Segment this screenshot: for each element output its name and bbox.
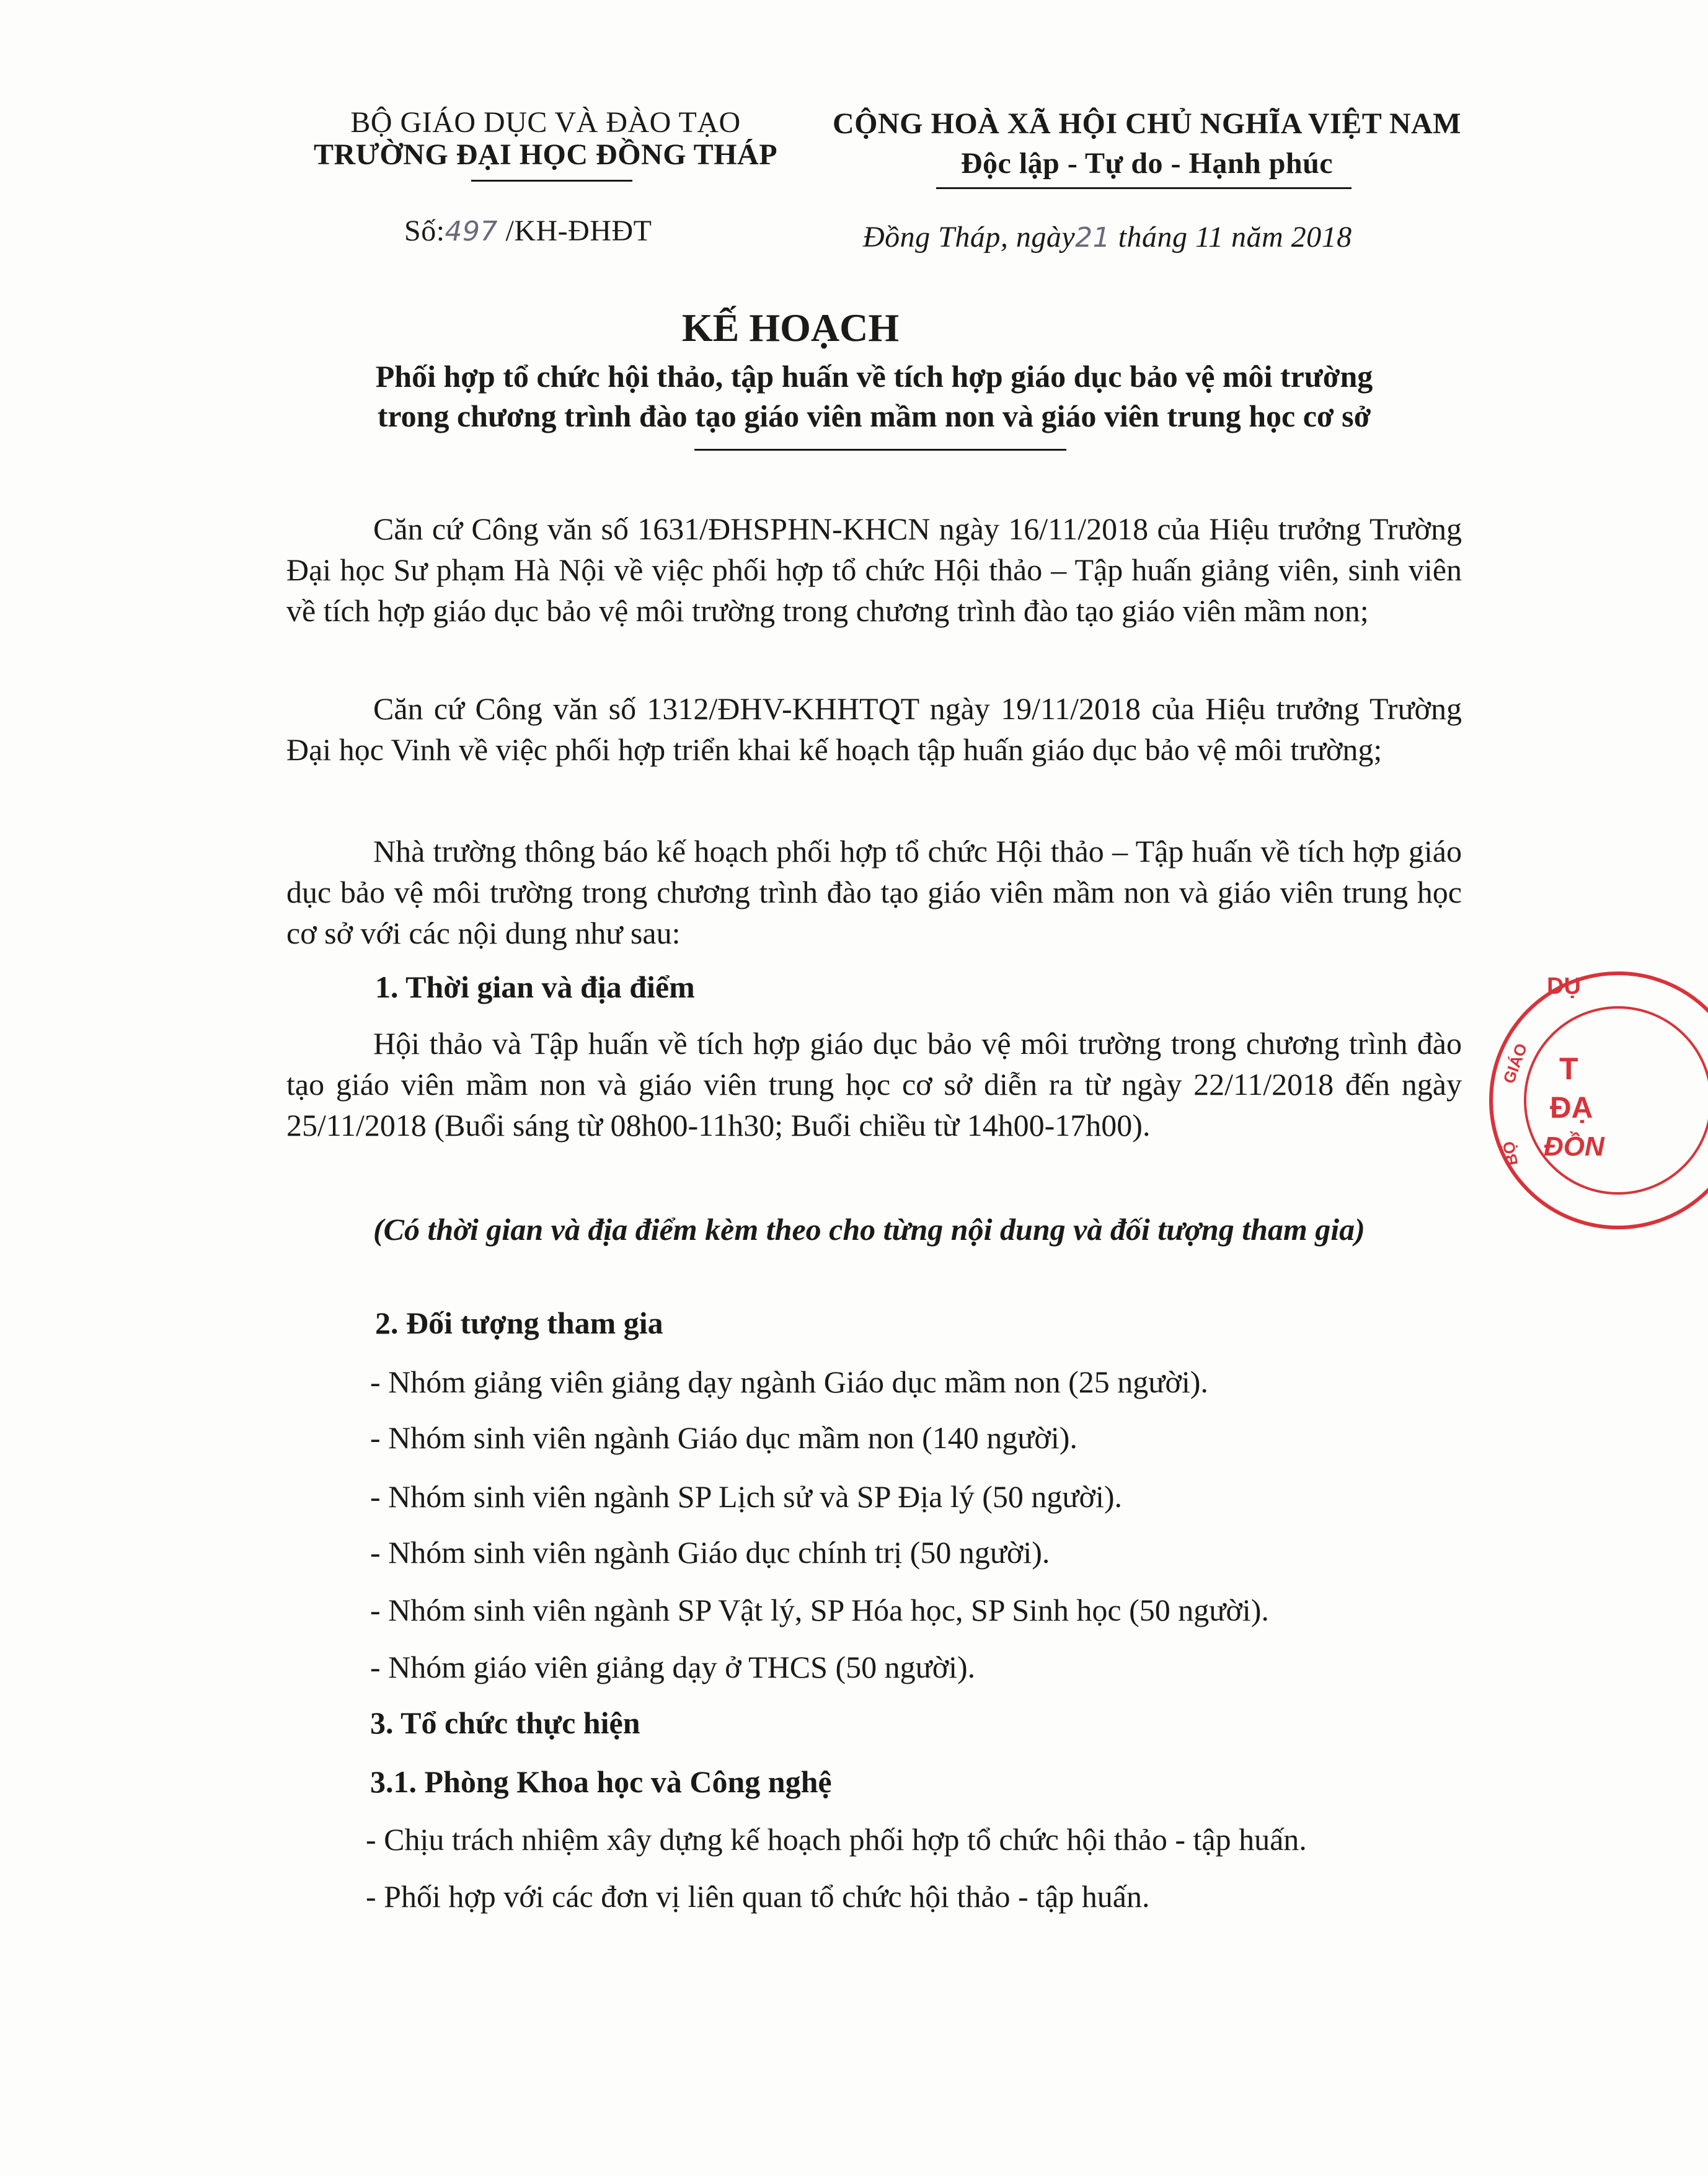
- university-name: TRƯỜNG ĐẠI HỌC ĐỒNG THÁP: [313, 138, 778, 171]
- section-3-1-heading: 3.1. Phòng Khoa học và Công nghệ: [370, 1764, 832, 1799]
- stamp-center-line3: ĐỒN: [1544, 1131, 1604, 1162]
- participant-item: - Nhóm sinh viên ngành SP Lịch sử và SP Địa lý (50 người).: [370, 1479, 1122, 1514]
- participant-item: - Nhóm giảng viên giảng dạy ngành Giáo dục mầm non (25 người).: [370, 1364, 1208, 1399]
- participant-item: - Nhóm sinh viên ngành Giáo dục mầm non (140 người).: [370, 1420, 1077, 1455]
- handwritten-number: 497: [445, 216, 498, 247]
- participant-item: - Nhóm giáo viên giảng dạy ở THCS (50 người).: [370, 1650, 976, 1684]
- stamp-center-line2: ĐẠ: [1550, 1092, 1593, 1125]
- paragraph-basis-1: Căn cứ Công văn số 1631/ĐHSPHN-KHCN ngày 16/11/2018 của Hiệu trưởng Trường Đại học Sư phạm Hà Nội về việc phối hợp tổ chức Hội thảo – Tập huấn giảng viên, sinh viên về tích hợp giáo dục bảo vệ môi trường trong chương trình đào tạo giáo viên mầm non;: [286, 511, 1462, 628]
- country-name: CỘNG HOÀ XÃ HỘI CHỦ NGHĨA VIỆT NAM: [833, 107, 1461, 140]
- stamp-ring-left: GIÁO: [1499, 1040, 1531, 1086]
- responsibility-item: - Phối hợp với các đơn vị liên quan tổ chức hội thảo - tập huấn.: [366, 1879, 1150, 1914]
- handwritten-day: 21: [1075, 222, 1111, 254]
- stamp-rings-icon: [1485, 967, 1708, 1234]
- document-number: [404, 214, 652, 248]
- official-stamp: [1485, 967, 1604, 1234]
- country-motto: Độc lập - Tự do - Hạnh phúc: [960, 147, 1334, 180]
- date-suffix: tháng 11 năm 2018: [1118, 221, 1352, 254]
- paragraph-announcement: Nhà trường thông báo kế hoạch phối hợp tổ chức Hội thảo – Tập huấn về tích hợp giáo dục bảo vệ môi trường trong chương trình đào tạo giáo viên mầm non và giáo viên trung học cơ sở với các nội dung như sau:: [286, 834, 1462, 950]
- number-suffix: /KH-ĐHĐT: [505, 215, 652, 247]
- section-1-heading: 1. Thời gian và địa điểm: [375, 970, 695, 1004]
- stamp-ring-top: DỤ: [1547, 973, 1581, 999]
- stamp-center-line1: T: [1559, 1051, 1578, 1086]
- section-1-note: (Có thời gian và địa điểm kèm theo cho từng nội dung và đối tượng tham gia): [373, 1212, 1365, 1247]
- title-underline: [694, 449, 1066, 451]
- ministry-name: BỘ GIÁO DỤC VÀ ĐÀO TẠO: [350, 106, 741, 139]
- date-prefix: Đồng Tháp, ngày: [863, 221, 1076, 254]
- participant-item: - Nhóm sinh viên ngành Giáo dục chính trị (50 người).: [370, 1535, 1050, 1570]
- paragraph-basis-2: Căn cứ Công văn số 1312/ĐHV-KHHTQT ngày 19/11/2018 của Hiệu trưởng Trường Đại học Vinh về việc phối hợp triển khai kế hoạch tập huấn giáo dục bảo vệ môi trường;: [286, 691, 1462, 767]
- stamp-ring-left2: BỘ: [1498, 1139, 1522, 1167]
- section-3-heading: 3. Tổ chức thực hiện: [370, 1705, 640, 1740]
- document-title: KẾ HOẠCH: [681, 306, 900, 350]
- section-2-heading: 2. Đối tượng tham gia: [375, 1306, 663, 1340]
- header-left-underline: [471, 180, 632, 182]
- document-subtitle-line1: Phối hợp tổ chức hội thảo, tập huấn về tích hợp giáo dục bảo vệ môi trường: [375, 359, 1373, 394]
- number-prefix: Số:: [404, 215, 445, 247]
- responsibility-item: - Chịu trách nhiệm xây dựng kế hoạch phối hợp tổ chức hội thảo - tập huấn.: [366, 1822, 1307, 1857]
- document-subtitle-line2: trong chương trình đào tạo giáo viên mầm non và giáo viên trung học cơ sở: [377, 399, 1371, 433]
- document-date: [863, 220, 1352, 254]
- participant-item: - Nhóm sinh viên ngành SP Vật lý, SP Hóa học, SP Sinh học (50 người).: [370, 1593, 1269, 1627]
- header-right-underline: [936, 187, 1352, 189]
- section-1-text: Hội thảo và Tập huấn về tích hợp giáo dục bảo vệ môi trường trong chương trình đào tạo giáo viên mầm non và giáo viên trung học cơ sở diễn ra từ ngày 22/11/2018 đến ngày 25/11/2018 (Buổi sáng từ 08h00-11h30; Buổi chiều từ 14h00-17h00).: [286, 1026, 1462, 1143]
